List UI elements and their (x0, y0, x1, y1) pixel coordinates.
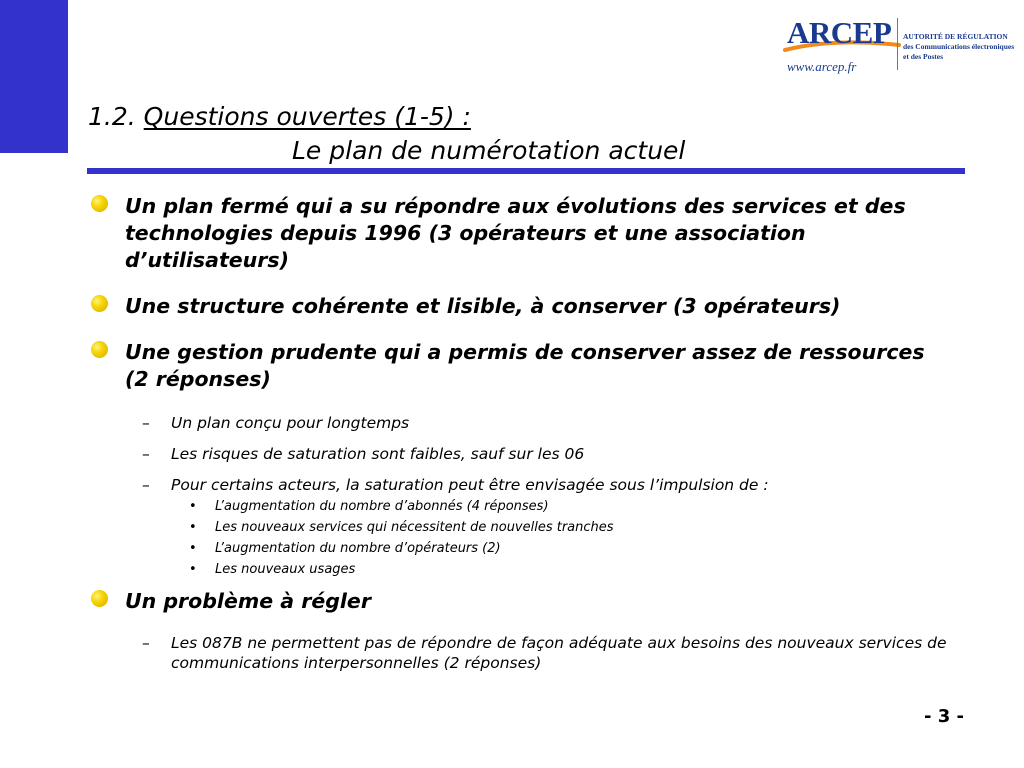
bullet-list (88, 193, 948, 673)
sub-bullet-text: Les risques de saturation sont faibles, sauf sur les 06 (171, 445, 585, 463)
logo-url: www.arcep.fr (787, 59, 857, 74)
logo-wordmark: ARCEP (787, 15, 892, 50)
logo-tagline-line: AUTORITÉ DE RÉGULATION (903, 32, 1008, 41)
sub-sub-bullet-item (88, 497, 948, 517)
logo-tagline-line: des Communications électroniques (903, 42, 1015, 51)
sub-bullet-item (88, 413, 948, 433)
sub-bullet-item (88, 475, 948, 495)
bullet-text: Un plan fermé qui a su répondre aux évolutions des services et des technologies depuis 1996 (3 opérateurs et une association d’utilisateurs) (125, 194, 906, 272)
yellow-bullet-icon (91, 341, 108, 358)
bullet-item (88, 339, 948, 393)
sub-sub-bullet-text: L’augmentation du nombre d’opérateurs (2) (215, 541, 501, 556)
sub-bullet-item (88, 633, 948, 673)
dot-bullet-icon: • (189, 520, 197, 535)
yellow-bullet-icon (91, 195, 108, 212)
sub-bullet-text: Pour certains acteurs, la saturation peut être envisagée sous l’impulsion de : (171, 476, 769, 494)
dot-bullet-icon: • (189, 562, 197, 577)
dash-bullet-icon: – (142, 634, 150, 652)
logo-tagline-line: et des Postes (903, 52, 943, 61)
sub-bullet-text: Les 087B ne permettent pas de répondre de façon adéquate aux besoins des nouveaux services de communications interpersonnelles (2 réponses) (171, 634, 947, 672)
bullet-text: Un problème à régler (125, 589, 371, 613)
bullet-text: Une structure cohérente et lisible, à conserver (3 opérateurs) (125, 294, 841, 318)
title-rule (87, 168, 965, 174)
logo-divider (897, 18, 898, 70)
dash-bullet-icon: – (142, 414, 150, 432)
dash-bullet-icon: – (142, 476, 150, 494)
bullet-item (88, 588, 948, 615)
dot-bullet-icon: • (189, 499, 197, 514)
sub-sub-bullet-text: Les nouveaux services qui nécessitent de nouvelles tranches (215, 520, 614, 535)
yellow-bullet-icon (91, 590, 108, 607)
bullet-item (88, 193, 948, 274)
sub-sub-bullet-text: Les nouveaux usages (215, 562, 356, 577)
side-accent-bar (0, 0, 68, 153)
slide-title (88, 100, 471, 134)
page-number: - 3 - (924, 706, 964, 727)
yellow-bullet-icon (91, 295, 108, 312)
arcep-logo (783, 14, 1013, 74)
sub-bullet-text: Un plan conçu pour longtemps (171, 414, 410, 432)
dot-bullet-icon: • (189, 541, 197, 556)
sub-sub-bullet-text: L’augmentation du nombre d’abonnés (4 réponses) (215, 499, 549, 514)
logo-tagline (903, 32, 1014, 62)
sub-sub-bullet-item (88, 539, 948, 559)
title-main: Questions ouvertes (1-5) : (143, 102, 471, 131)
sub-bullet-item (88, 444, 948, 464)
sub-sub-bullet-item (88, 560, 948, 580)
slide-subtitle: Le plan de numérotation actuel (292, 136, 686, 165)
bullet-text: Une gestion prudente qui a permis de conserver assez de ressources (2 réponses) (125, 340, 925, 391)
bullet-item (88, 293, 948, 320)
title-number: 1.2. (88, 102, 136, 131)
dash-bullet-icon: – (142, 445, 150, 463)
sub-sub-bullet-item (88, 518, 948, 538)
